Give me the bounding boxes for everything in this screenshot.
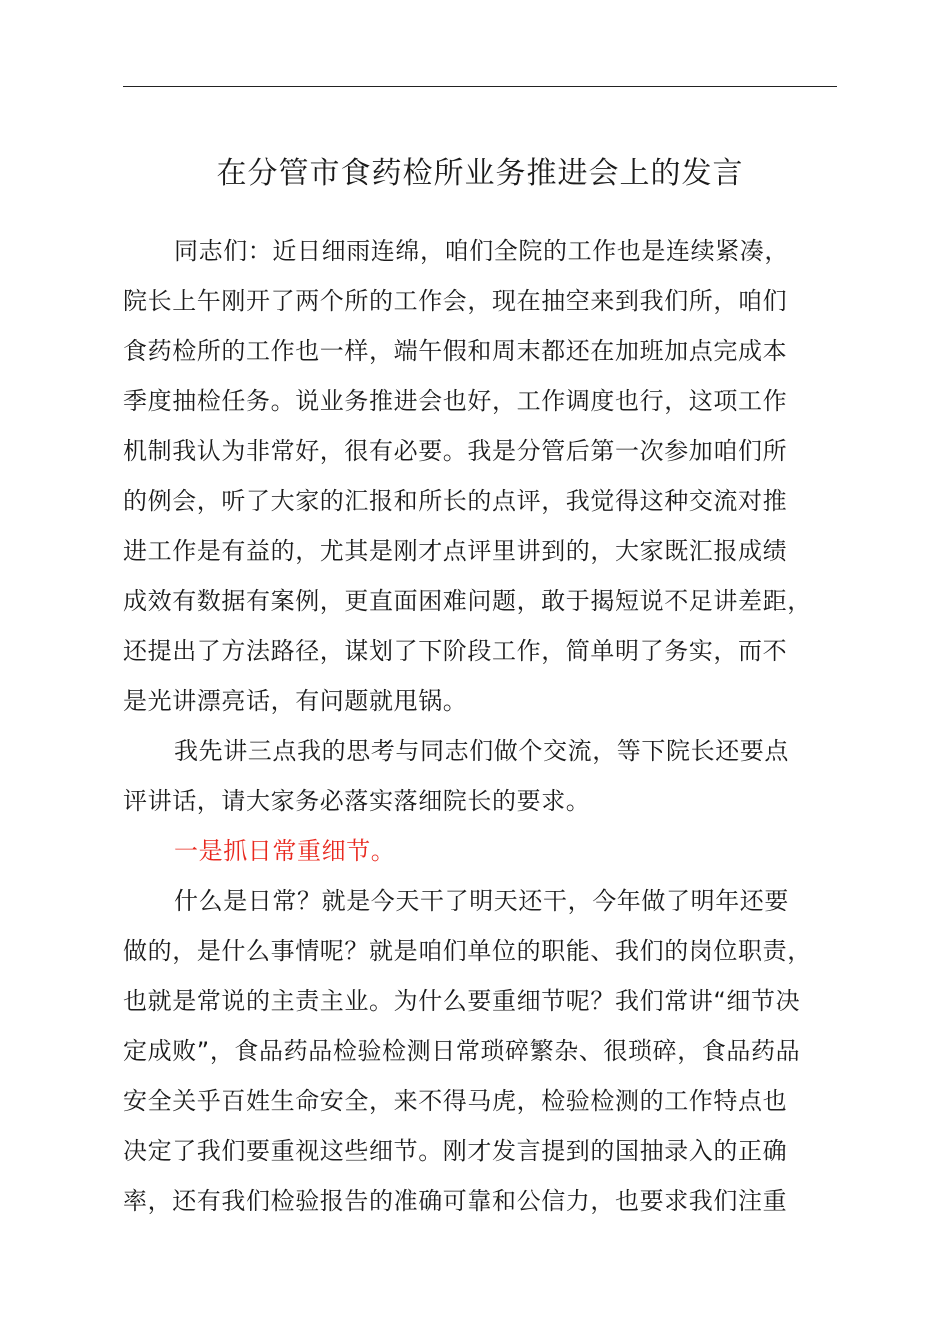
paragraph-line: 率，还有我们检验报告的准确可靠和公信力，也要求我们注重 (123, 1187, 788, 1215)
paragraph-line: 还提出了方法路径，谋划了下阶段工作，简单明了务实，而不 (123, 637, 788, 665)
paragraph-line: 成效有数据有案例，更直面困难问题，敢于揭短说不足讲差距， (123, 587, 812, 615)
paragraph-line: 同志们：近日细雨连绵，咱们全院的工作也是连续紧凑， (174, 237, 789, 265)
paragraph-line: 食药检所的工作也一样，端午假和周末都还在加班加点完成本 (123, 337, 788, 365)
paragraph-line: 是光讲漂亮话，有问题就甩锅。 (123, 687, 468, 715)
header-rule (123, 86, 837, 87)
paragraph-line: 什么是日常？就是今天干了明天还干，今年做了明年还要 (174, 887, 789, 915)
paragraph-line: 决定了我们要重视这些细节。刚才发言提到的国抽录入的正确 (123, 1137, 788, 1165)
paragraph-line: 我先讲三点我的思考与同志们做个交流，等下院长还要点 (174, 737, 789, 765)
document-body (123, 226, 843, 1226)
section-heading: 一是抓日常重细节。 (174, 837, 396, 865)
paragraph-line: 进工作是有益的，尤其是刚才点评里讲到的，大家既汇报成绩 (123, 537, 788, 565)
document-title: 在分管市食药检所业务推进会上的发言 (216, 156, 744, 191)
paragraph-line: 院长上午刚开了两个所的工作会，现在抽空来到我们所，咱们 (123, 287, 788, 315)
paragraph-line: 安全关乎百姓生命安全，来不得马虎，检验检测的工作特点也 (123, 1087, 788, 1115)
paragraph-line: 季度抽检任务。说业务推进会也好，工作调度也行，这项工作 (123, 387, 788, 415)
paragraph-line: 也就是常说的主责主业。为什么要重细节呢？我们常讲“细节决 (123, 987, 801, 1015)
paragraph-line: 做的，是什么事情呢？就是咱们单位的职能、我们的岗位职责， (123, 937, 812, 965)
paragraph-line: 定成败”，食品药品检验检测日常琐碎繁杂、很琐碎，食品药品 (123, 1037, 801, 1065)
paragraph-line: 评讲话，请大家务必落实落细院长的要求。 (123, 787, 591, 815)
paragraph-line: 的例会，听了大家的汇报和所长的点评，我觉得这种交流对推 (123, 487, 788, 515)
paragraph-line: 机制我认为非常好，很有必要。我是分管后第一次参加咱们所 (123, 437, 788, 465)
